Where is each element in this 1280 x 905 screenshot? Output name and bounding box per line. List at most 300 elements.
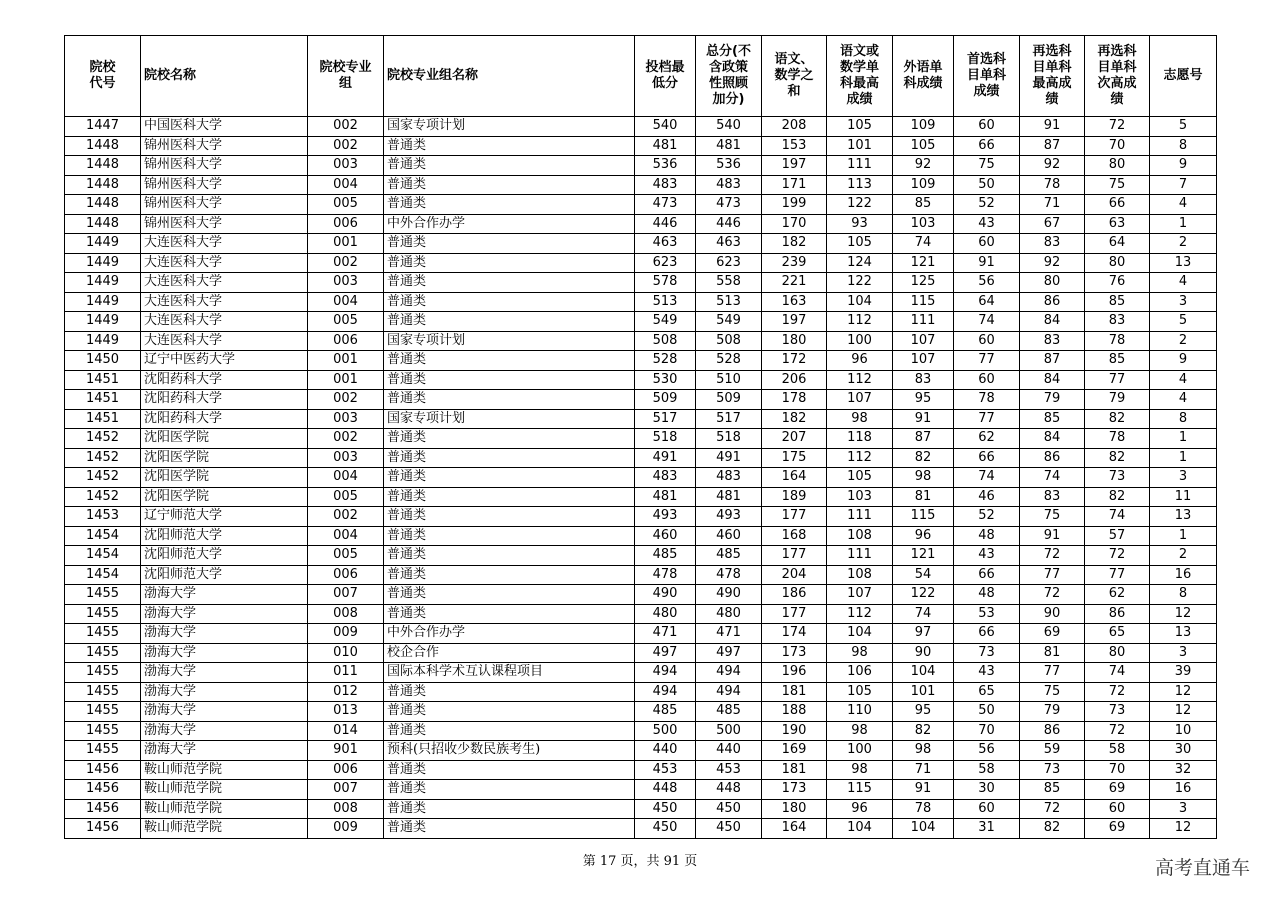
cell-first-subject: 70	[954, 721, 1020, 741]
cell-chinese-or-math-max: 103	[827, 487, 893, 507]
cell-choice-number: 5	[1150, 312, 1217, 332]
cell-chinese-math-sum: 169	[762, 741, 827, 761]
cell-group-code: 003	[308, 156, 384, 176]
cell-choice-number: 1	[1150, 526, 1217, 546]
cell-min-score: 528	[635, 351, 696, 371]
cell-chinese-or-math-max: 105	[827, 682, 893, 702]
cell-school-code: 1452	[65, 468, 141, 488]
cell-school-name: 大连医科大学	[141, 273, 308, 293]
cell-reselect-max: 86	[1020, 721, 1085, 741]
header-first-subject: 首选科 目单科 成绩	[954, 36, 1020, 117]
cell-reselect-second: 72	[1085, 721, 1150, 741]
cell-foreign-language: 71	[893, 760, 954, 780]
cell-total-score: 493	[696, 507, 762, 527]
table-row	[65, 370, 1217, 390]
cell-school-name: 渤海大学	[141, 624, 308, 644]
cell-group-name: 普通类	[384, 721, 635, 741]
cell-reselect-second: 86	[1085, 604, 1150, 624]
table-row	[65, 565, 1217, 585]
cell-reselect-max: 78	[1020, 175, 1085, 195]
table-row	[65, 331, 1217, 351]
cell-min-score: 481	[635, 487, 696, 507]
cell-school-name: 鞍山师范学院	[141, 799, 308, 819]
cell-reselect-max: 59	[1020, 741, 1085, 761]
cell-chinese-or-math-max: 124	[827, 253, 893, 273]
cell-foreign-language: 74	[893, 234, 954, 254]
cell-total-score: 440	[696, 741, 762, 761]
cell-foreign-language: 104	[893, 663, 954, 683]
cell-choice-number: 30	[1150, 741, 1217, 761]
cell-reselect-second: 77	[1085, 370, 1150, 390]
cell-first-subject: 58	[954, 760, 1020, 780]
cell-chinese-or-math-max: 104	[827, 624, 893, 644]
cell-total-score: 540	[696, 117, 762, 137]
cell-min-score: 509	[635, 390, 696, 410]
cell-foreign-language: 107	[893, 331, 954, 351]
cell-school-name: 辽宁中医药大学	[141, 351, 308, 371]
cell-total-score: 549	[696, 312, 762, 332]
cell-chinese-or-math-max: 101	[827, 136, 893, 156]
cell-first-subject: 77	[954, 351, 1020, 371]
cell-group-code: 002	[308, 117, 384, 137]
cell-min-score: 483	[635, 175, 696, 195]
cell-foreign-language: 92	[893, 156, 954, 176]
cell-total-score: 463	[696, 234, 762, 254]
header-total-score: 总分(不 含政策 性照顾 加分)	[696, 36, 762, 117]
cell-chinese-or-math-max: 96	[827, 799, 893, 819]
cell-first-subject: 31	[954, 819, 1020, 839]
cell-chinese-math-sum: 178	[762, 390, 827, 410]
cell-first-subject: 52	[954, 507, 1020, 527]
cell-min-score: 491	[635, 448, 696, 468]
cell-school-code: 1448	[65, 136, 141, 156]
cell-min-score: 494	[635, 682, 696, 702]
cell-group-name: 普通类	[384, 273, 635, 293]
cell-reselect-second: 83	[1085, 312, 1150, 332]
cell-min-score: 460	[635, 526, 696, 546]
cell-group-name: 普通类	[384, 682, 635, 702]
cell-first-subject: 66	[954, 136, 1020, 156]
cell-reselect-max: 86	[1020, 448, 1085, 468]
cell-reselect-second: 69	[1085, 819, 1150, 839]
cell-reselect-max: 87	[1020, 351, 1085, 371]
cell-reselect-max: 92	[1020, 253, 1085, 273]
cell-chinese-or-math-max: 105	[827, 117, 893, 137]
cell-chinese-math-sum: 182	[762, 234, 827, 254]
cell-total-score: 481	[696, 487, 762, 507]
header-reselect-max: 再选科 目单科 最高成 绩	[1020, 36, 1085, 117]
cell-foreign-language: 95	[893, 702, 954, 722]
cell-school-name: 锦州医科大学	[141, 195, 308, 215]
cell-chinese-math-sum: 189	[762, 487, 827, 507]
cell-group-name: 普通类	[384, 526, 635, 546]
cell-choice-number: 13	[1150, 507, 1217, 527]
cell-school-name: 渤海大学	[141, 682, 308, 702]
cell-choice-number: 3	[1150, 292, 1217, 312]
cell-total-score: 513	[696, 292, 762, 312]
cell-group-code: 009	[308, 624, 384, 644]
cell-foreign-language: 90	[893, 643, 954, 663]
cell-school-code: 1454	[65, 546, 141, 566]
cell-reselect-second: 72	[1085, 546, 1150, 566]
cell-group-name: 普通类	[384, 448, 635, 468]
cell-chinese-math-sum: 186	[762, 585, 827, 605]
cell-chinese-or-math-max: 108	[827, 526, 893, 546]
cell-group-code: 002	[308, 390, 384, 410]
cell-reselect-second: 80	[1085, 253, 1150, 273]
table-row	[65, 409, 1217, 429]
cell-reselect-max: 72	[1020, 546, 1085, 566]
cell-school-code: 1455	[65, 643, 141, 663]
cell-school-name: 渤海大学	[141, 721, 308, 741]
cell-min-score: 463	[635, 234, 696, 254]
cell-school-code: 1447	[65, 117, 141, 137]
cell-foreign-language: 97	[893, 624, 954, 644]
cell-school-name: 大连医科大学	[141, 312, 308, 332]
cell-reselect-max: 71	[1020, 195, 1085, 215]
table-row	[65, 682, 1217, 702]
cell-chinese-or-math-max: 111	[827, 546, 893, 566]
cell-group-code: 003	[308, 448, 384, 468]
cell-chinese-or-math-max: 105	[827, 234, 893, 254]
cell-school-code: 1451	[65, 370, 141, 390]
cell-chinese-or-math-max: 98	[827, 721, 893, 741]
cell-foreign-language: 54	[893, 565, 954, 585]
table-row	[65, 526, 1217, 546]
cell-school-name: 沈阳医学院	[141, 429, 308, 449]
cell-total-score: 478	[696, 565, 762, 585]
cell-total-score: 509	[696, 390, 762, 410]
cell-group-code: 003	[308, 409, 384, 429]
cell-group-name: 普通类	[384, 351, 635, 371]
cell-group-code: 901	[308, 741, 384, 761]
cell-school-name: 沈阳医学院	[141, 487, 308, 507]
cell-first-subject: 56	[954, 273, 1020, 293]
cell-chinese-or-math-max: 96	[827, 351, 893, 371]
cell-min-score: 478	[635, 565, 696, 585]
cell-group-name: 国际本科学术互认课程项目	[384, 663, 635, 683]
cell-min-score: 517	[635, 409, 696, 429]
cell-first-subject: 43	[954, 546, 1020, 566]
cell-total-score: 536	[696, 156, 762, 176]
cell-school-code: 1455	[65, 682, 141, 702]
cell-total-score: 483	[696, 175, 762, 195]
cell-school-name: 锦州医科大学	[141, 175, 308, 195]
cell-reselect-second: 58	[1085, 741, 1150, 761]
cell-group-code: 006	[308, 565, 384, 585]
cell-chinese-math-sum: 174	[762, 624, 827, 644]
admission-score-table	[64, 35, 1217, 839]
table-row	[65, 351, 1217, 371]
cell-min-score: 471	[635, 624, 696, 644]
cell-reselect-max: 91	[1020, 526, 1085, 546]
cell-group-code: 006	[308, 760, 384, 780]
cell-first-subject: 48	[954, 526, 1020, 546]
cell-total-score: 510	[696, 370, 762, 390]
cell-min-score: 508	[635, 331, 696, 351]
cell-reselect-max: 85	[1020, 409, 1085, 429]
cell-school-name: 大连医科大学	[141, 292, 308, 312]
cell-choice-number: 11	[1150, 487, 1217, 507]
cell-first-subject: 50	[954, 702, 1020, 722]
cell-reselect-second: 64	[1085, 234, 1150, 254]
header-group-name: 院校专业组名称	[384, 36, 635, 117]
cell-chinese-math-sum: 196	[762, 663, 827, 683]
cell-group-code: 006	[308, 214, 384, 234]
cell-foreign-language: 98	[893, 741, 954, 761]
cell-reselect-second: 80	[1085, 156, 1150, 176]
cell-reselect-max: 67	[1020, 214, 1085, 234]
cell-school-code: 1455	[65, 585, 141, 605]
cell-reselect-second: 85	[1085, 351, 1150, 371]
cell-reselect-max: 83	[1020, 331, 1085, 351]
cell-reselect-max: 72	[1020, 585, 1085, 605]
cell-chinese-math-sum: 164	[762, 819, 827, 839]
cell-chinese-or-math-max: 100	[827, 741, 893, 761]
cell-chinese-math-sum: 153	[762, 136, 827, 156]
table-row	[65, 780, 1217, 800]
cell-choice-number: 13	[1150, 253, 1217, 273]
cell-total-score: 448	[696, 780, 762, 800]
cell-total-score: 490	[696, 585, 762, 605]
cell-chinese-math-sum: 181	[762, 682, 827, 702]
cell-school-code: 1452	[65, 487, 141, 507]
cell-group-code: 013	[308, 702, 384, 722]
cell-reselect-max: 84	[1020, 370, 1085, 390]
cell-foreign-language: 91	[893, 409, 954, 429]
cell-foreign-language: 85	[893, 195, 954, 215]
cell-min-score: 453	[635, 760, 696, 780]
cell-choice-number: 2	[1150, 546, 1217, 566]
cell-group-code: 002	[308, 253, 384, 273]
cell-group-name: 中外合作办学	[384, 214, 635, 234]
table-row	[65, 546, 1217, 566]
cell-first-subject: 78	[954, 390, 1020, 410]
cell-first-subject: 66	[954, 624, 1020, 644]
cell-choice-number: 16	[1150, 565, 1217, 585]
cell-min-score: 500	[635, 721, 696, 741]
cell-min-score: 540	[635, 117, 696, 137]
cell-group-code: 001	[308, 234, 384, 254]
cell-chinese-or-math-max: 122	[827, 195, 893, 215]
cell-group-code: 005	[308, 195, 384, 215]
watermark: 高考直通车	[1154, 857, 1250, 879]
cell-school-code: 1456	[65, 780, 141, 800]
cell-school-name: 沈阳药科大学	[141, 390, 308, 410]
cell-min-score: 490	[635, 585, 696, 605]
cell-reselect-second: 75	[1085, 175, 1150, 195]
cell-school-name: 渤海大学	[141, 604, 308, 624]
cell-chinese-or-math-max: 100	[827, 331, 893, 351]
cell-school-name: 大连医科大学	[141, 253, 308, 273]
cell-reselect-max: 73	[1020, 760, 1085, 780]
header-chinese-math-sum: 语文、 数学之 和	[762, 36, 827, 117]
cell-reselect-second: 78	[1085, 331, 1150, 351]
cell-reselect-second: 72	[1085, 117, 1150, 137]
cell-group-name: 普通类	[384, 507, 635, 527]
cell-first-subject: 62	[954, 429, 1020, 449]
cell-school-code: 1456	[65, 760, 141, 780]
cell-school-name: 渤海大学	[141, 741, 308, 761]
cell-reselect-second: 63	[1085, 214, 1150, 234]
cell-school-code: 1455	[65, 721, 141, 741]
cell-first-subject: 74	[954, 468, 1020, 488]
cell-foreign-language: 82	[893, 721, 954, 741]
cell-choice-number: 8	[1150, 409, 1217, 429]
cell-reselect-max: 80	[1020, 273, 1085, 293]
cell-choice-number: 3	[1150, 799, 1217, 819]
table-row	[65, 702, 1217, 722]
cell-choice-number: 13	[1150, 624, 1217, 644]
cell-first-subject: 60	[954, 117, 1020, 137]
cell-first-subject: 64	[954, 292, 1020, 312]
cell-choice-number: 3	[1150, 643, 1217, 663]
cell-group-name: 普通类	[384, 546, 635, 566]
cell-chinese-math-sum: 173	[762, 780, 827, 800]
cell-group-name: 预科(只招收少数民族考生)	[384, 741, 635, 761]
cell-chinese-or-math-max: 93	[827, 214, 893, 234]
table-row	[65, 214, 1217, 234]
cell-group-code: 014	[308, 721, 384, 741]
cell-first-subject: 66	[954, 565, 1020, 585]
cell-group-code: 004	[308, 175, 384, 195]
cell-first-subject: 43	[954, 663, 1020, 683]
cell-foreign-language: 107	[893, 351, 954, 371]
table-row	[65, 585, 1217, 605]
cell-chinese-or-math-max: 105	[827, 468, 893, 488]
cell-school-name: 沈阳医学院	[141, 468, 308, 488]
cell-total-score: 517	[696, 409, 762, 429]
cell-total-score: 471	[696, 624, 762, 644]
cell-reselect-max: 77	[1020, 663, 1085, 683]
cell-choice-number: 4	[1150, 370, 1217, 390]
cell-chinese-math-sum: 188	[762, 702, 827, 722]
cell-group-code: 008	[308, 604, 384, 624]
header-reselect-second: 再选科 目单科 次高成 绩	[1085, 36, 1150, 117]
cell-group-code: 012	[308, 682, 384, 702]
cell-reselect-max: 82	[1020, 819, 1085, 839]
cell-chinese-math-sum: 180	[762, 799, 827, 819]
cell-school-code: 1453	[65, 507, 141, 527]
cell-choice-number: 12	[1150, 604, 1217, 624]
cell-group-name: 普通类	[384, 565, 635, 585]
cell-total-score: 453	[696, 760, 762, 780]
cell-group-name: 普通类	[384, 585, 635, 605]
cell-reselect-max: 91	[1020, 117, 1085, 137]
cell-reselect-max: 87	[1020, 136, 1085, 156]
cell-total-score: 450	[696, 799, 762, 819]
cell-school-code: 1451	[65, 409, 141, 429]
table-row	[65, 604, 1217, 624]
cell-first-subject: 48	[954, 585, 1020, 605]
cell-school-name: 辽宁师范大学	[141, 507, 308, 527]
cell-chinese-math-sum: 199	[762, 195, 827, 215]
cell-school-code: 1448	[65, 175, 141, 195]
cell-total-score: 494	[696, 663, 762, 683]
cell-choice-number: 4	[1150, 195, 1217, 215]
table-row	[65, 721, 1217, 741]
cell-choice-number: 2	[1150, 331, 1217, 351]
cell-first-subject: 50	[954, 175, 1020, 195]
cell-school-name: 中国医科大学	[141, 117, 308, 137]
cell-total-score: 483	[696, 468, 762, 488]
cell-group-name: 普通类	[384, 760, 635, 780]
cell-group-code: 007	[308, 585, 384, 605]
cell-min-score: 480	[635, 604, 696, 624]
page-footer: 第 17 页，共 91 页	[582, 854, 698, 869]
cell-min-score: 518	[635, 429, 696, 449]
header-choice-number: 志愿号	[1150, 36, 1217, 117]
cell-reselect-max: 75	[1020, 682, 1085, 702]
cell-reselect-second: 74	[1085, 507, 1150, 527]
cell-school-code: 1451	[65, 390, 141, 410]
cell-min-score: 578	[635, 273, 696, 293]
cell-group-name: 普通类	[384, 292, 635, 312]
cell-school-name: 锦州医科大学	[141, 156, 308, 176]
cell-foreign-language: 105	[893, 136, 954, 156]
cell-total-score: 528	[696, 351, 762, 371]
cell-chinese-math-sum: 177	[762, 604, 827, 624]
cell-min-score: 440	[635, 741, 696, 761]
cell-first-subject: 30	[954, 780, 1020, 800]
cell-min-score: 473	[635, 195, 696, 215]
cell-choice-number: 7	[1150, 175, 1217, 195]
cell-first-subject: 66	[954, 448, 1020, 468]
cell-school-code: 1452	[65, 448, 141, 468]
cell-first-subject: 73	[954, 643, 1020, 663]
cell-chinese-or-math-max: 106	[827, 663, 893, 683]
cell-foreign-language: 83	[893, 370, 954, 390]
cell-group-code: 002	[308, 429, 384, 449]
cell-school-code: 1454	[65, 565, 141, 585]
cell-choice-number: 8	[1150, 585, 1217, 605]
cell-chinese-math-sum: 204	[762, 565, 827, 585]
cell-group-code: 003	[308, 273, 384, 293]
cell-reselect-max: 74	[1020, 468, 1085, 488]
cell-group-name: 普通类	[384, 195, 635, 215]
cell-min-score: 481	[635, 136, 696, 156]
cell-school-name: 渤海大学	[141, 643, 308, 663]
cell-total-score: 500	[696, 721, 762, 741]
cell-group-name: 普通类	[384, 468, 635, 488]
cell-group-code: 001	[308, 370, 384, 390]
table-row	[65, 292, 1217, 312]
cell-group-name: 普通类	[384, 604, 635, 624]
cell-group-name: 国家专项计划	[384, 117, 635, 137]
header-school-name: 院校名称	[141, 36, 308, 117]
header-group-code: 院校专业 组	[308, 36, 384, 117]
table-row	[65, 390, 1217, 410]
cell-reselect-max: 84	[1020, 312, 1085, 332]
cell-total-score: 473	[696, 195, 762, 215]
cell-reselect-max: 81	[1020, 643, 1085, 663]
cell-school-name: 渤海大学	[141, 702, 308, 722]
cell-school-name: 大连医科大学	[141, 331, 308, 351]
cell-reselect-second: 62	[1085, 585, 1150, 605]
cell-chinese-math-sum: 239	[762, 253, 827, 273]
cell-group-name: 国家专项计划	[384, 331, 635, 351]
table-row	[65, 273, 1217, 293]
cell-min-score: 446	[635, 214, 696, 234]
header-foreign-language: 外语单 科成绩	[893, 36, 954, 117]
cell-chinese-or-math-max: 107	[827, 585, 893, 605]
cell-chinese-math-sum: 181	[762, 760, 827, 780]
cell-reselect-second: 82	[1085, 448, 1150, 468]
cell-total-score: 485	[696, 546, 762, 566]
cell-chinese-or-math-max: 113	[827, 175, 893, 195]
cell-reselect-second: 70	[1085, 136, 1150, 156]
cell-group-name: 中外合作办学	[384, 624, 635, 644]
